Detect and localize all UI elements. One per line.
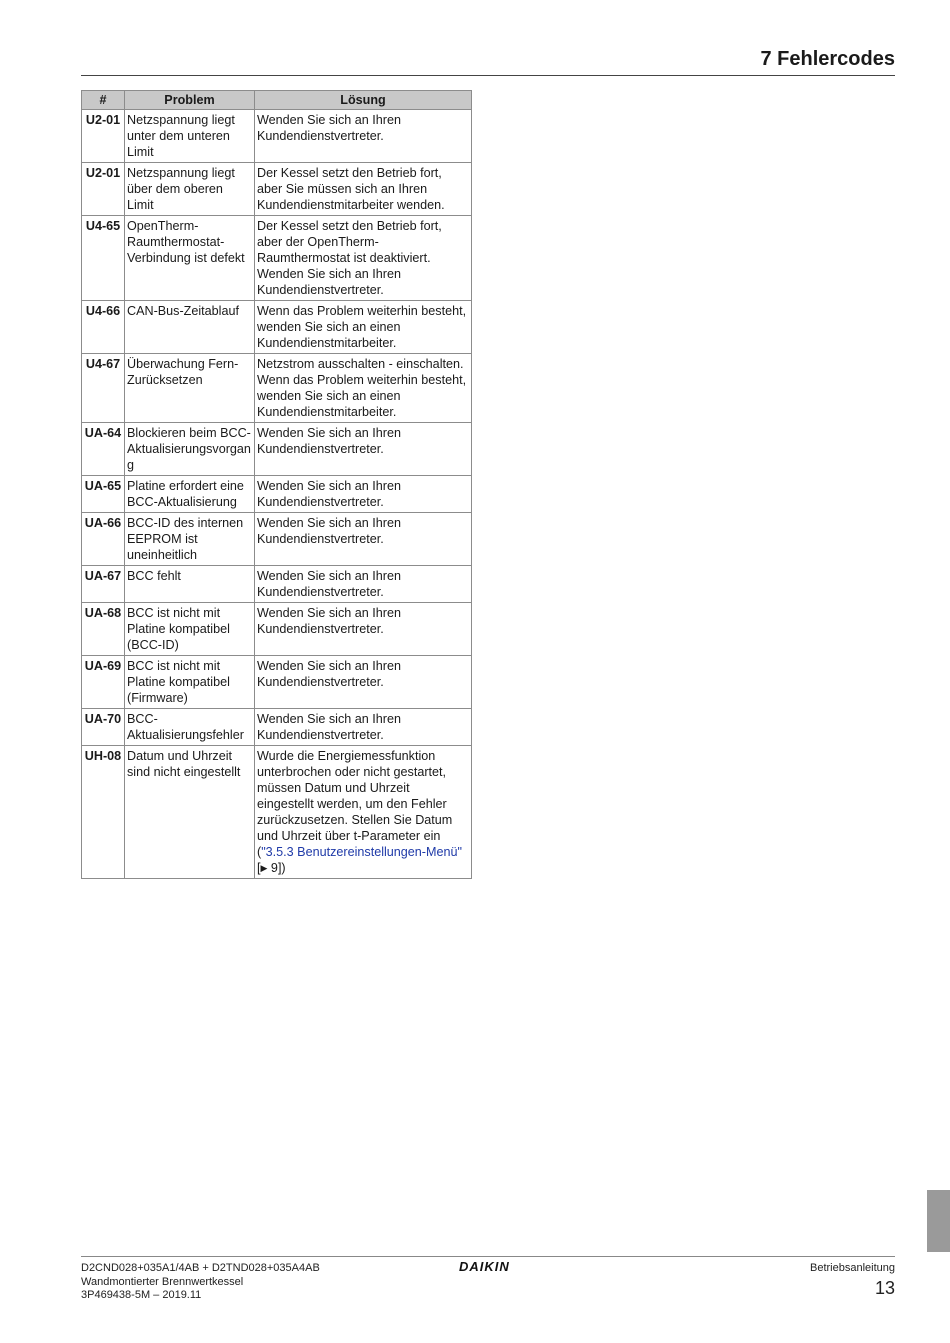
footer-product-line: Wandmontierter Brennwertkessel [81,1275,244,1288]
footer-page-info [810,1262,895,1299]
solution-cell [255,746,472,879]
section-link-user-settings-menu[interactable]: "3.5.3 Benutzereinstellungen-Menü" [261,845,462,859]
table-row [82,110,472,163]
problem-cell: Netzspannung liegt unter dem unteren Limit [125,110,255,163]
table-row [82,603,472,656]
header-divider [81,75,895,76]
problem-cell: Netzspannung liegt über dem oberen Limit [125,163,255,216]
brand-logo: DAIKIN [459,1259,510,1274]
error-code: UA-68 [82,603,125,656]
solution-cell: Netzstrom ausschalten - einschalten. Wenn das Problem weiterhin besteht, wenden Sie sich an einen Kundendienstmitarbeiter. [255,354,472,423]
solution-cell: Wenden Sie sich an Ihren Kundendienstvertreter. [255,709,472,746]
solution-cell: Wenden Sie sich an Ihren Kundendienstvertreter. [255,423,472,476]
manual-type: Betriebsanleitung [809,1262,895,1274]
problem-cell: Überwachung Fern-Zurücksetzen [125,354,255,423]
error-code: U4-66 [82,301,125,354]
problem-cell: BCC ist nicht mit Platine kompatibel (Firmware) [125,656,255,709]
table-row [82,513,472,566]
solution-cell: Wenden Sie sich an Ihren Kundendienstvertreter. [255,603,472,656]
table-row [82,656,472,709]
solution-cell: Wenden Sie sich an Ihren Kundendienstvertreter. [255,656,472,709]
error-code: U2-01 [82,110,125,163]
solution-cell: Wenden Sie sich an Ihren Kundendienstvertreter. [255,476,472,513]
problem-cell: Blockieren beim BCC-Aktualisierungsvorgang [125,423,255,476]
table-row [82,709,472,746]
table-row [82,216,472,301]
table-row [82,354,472,423]
footer-divider [81,1256,895,1257]
solution-cell: Wenn das Problem weiterhin besteht, wenden Sie sich an einen Kundendienstmitarbeiter. [255,301,472,354]
page-reference-arrow-icon: ▶ [260,863,268,873]
solution-text: Wurde die Energiemessfunktion unterbrochen oder nicht gestartet, müssen Datum und Uhrzeit eingestellt werden, um den Fehler zurückzusetzen. Stellen Sie Datum und Uhrzeit über t-Parameter ein ( [257,749,453,859]
error-code: U4-65 [82,216,125,301]
page-ref-close: ]) [277,861,286,875]
footer-document-info [81,1262,320,1303]
table-row [82,163,472,216]
column-header-code: # [82,91,125,110]
solution-cell: Der Kessel setzt den Betrieb fort, aber Sie müssen sich an Ihren Kundendienstmitarbeiter wenden. [255,163,472,216]
column-header-solution: Lösung [255,91,472,110]
error-code: UA-69 [82,656,125,709]
problem-cell: BCC-ID des internen EEPROM ist uneinheitlich [125,513,255,566]
error-code-table [81,90,472,879]
problem-cell: Datum und Uhrzeit sind nicht eingestellt [125,746,255,879]
chapter-side-tab [927,1190,950,1252]
problem-cell: BCC fehlt [125,566,255,603]
page-ref-open: [ [257,861,261,875]
page-number: 13 [874,1277,895,1298]
column-header-problem: Problem [125,91,255,110]
footer-model-line: D2CND028+035A1/4AB + D2TND028+035A4AB [81,1262,320,1274]
table-row [82,423,472,476]
problem-cell: OpenTherm-Raumthermostat-Verbindung ist defekt [125,216,255,301]
error-code: UA-70 [82,709,125,746]
solution-cell: Der Kessel setzt den Betrieb fort, aber der OpenTherm-Raumthermostat ist deaktiviert. Wenden Sie sich an Ihren Kundendienstvertreter. [255,216,472,301]
error-code: U4-67 [82,354,125,423]
solution-cell: Wenden Sie sich an Ihren Kundendienstvertreter. [255,513,472,566]
error-code: UA-64 [82,423,125,476]
error-code: UA-67 [82,566,125,603]
page-ref-number: 9 [267,861,278,875]
problem-cell: BCC-Aktualisierungsfehler [125,709,255,746]
error-code: UA-66 [82,513,125,566]
table-row [82,566,472,603]
chapter-title: 7 Fehlercodes [760,48,895,70]
solution-cell: Wenden Sie sich an Ihren Kundendienstvertreter. [255,110,472,163]
problem-cell: CAN-Bus-Zeitablauf [125,301,255,354]
table-row [82,476,472,513]
error-code: UA-65 [82,476,125,513]
problem-cell: BCC ist nicht mit Platine kompatibel (BCC-ID) [125,603,255,656]
table-header-row [82,91,472,110]
solution-cell: Wenden Sie sich an Ihren Kundendienstvertreter. [255,566,472,603]
error-code: UH-08 [82,746,125,879]
error-code: U2-01 [82,163,125,216]
problem-cell: Platine erfordert eine BCC-Aktualisierung [125,476,255,513]
table-row [82,301,472,354]
footer-doc-line: 3P469438-5M – 2019.11 [81,1289,202,1301]
table-row [82,746,472,879]
